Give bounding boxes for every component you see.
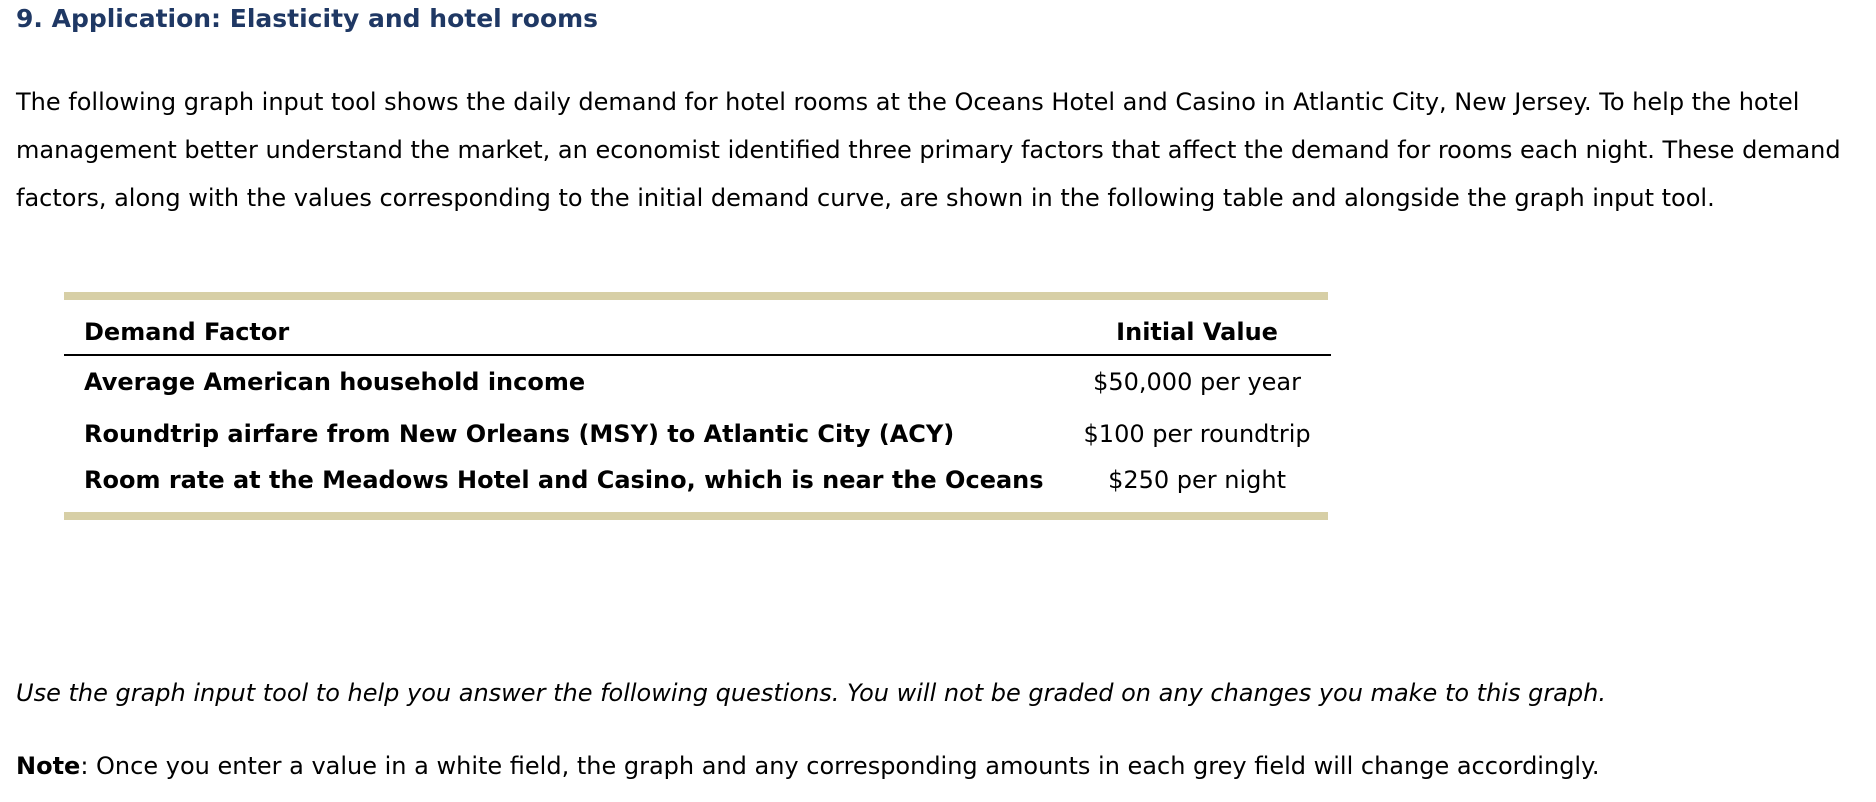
note-text: [16, 751, 1600, 781]
question-heading: 9. Application: Elasticity and hotel rooms: [16, 4, 599, 33]
factor-household-income: Average American household income: [84, 368, 586, 396]
value-meadows-room-rate: $250 per night: [1108, 466, 1287, 494]
table-row: [64, 408, 1331, 460]
table-header-row: [64, 300, 1331, 355]
header-demand-factor: Demand Factor: [64, 300, 1064, 355]
intro-paragraph: The following graph input tool shows the daily demand for hotel rooms at the Oceans Hotel and Casino in Atlantic City, New Jersey. To help the hotel management better understand the market, an economist identified three primary factors that affect the demand for rooms each night. These demand factors, along with the values corresponding to the initial demand curve, are shown in the following table and alongside the graph input tool.: [16, 88, 1841, 212]
table-row: [64, 460, 1331, 512]
factor-meadows-room-rate: Room rate at the Meadows Hotel and Casino, which is near the Oceans: [84, 466, 1044, 494]
instruction-text: Use the graph input tool to help you answer the following questions. You will not be graded on any changes you make to this graph.: [16, 679, 1606, 707]
value-household-income: $50,000 per year: [1093, 368, 1302, 396]
value-airfare: $100 per roundtrip: [1083, 420, 1311, 448]
demand-factor-grid: [64, 300, 1331, 512]
table-row: [64, 355, 1331, 408]
table-bottom-rule: [64, 512, 1328, 520]
header-initial-value: Initial Value: [1064, 300, 1331, 355]
note-body: : Once you enter a value in a white field, the graph and any corresponding amounts in each grey field will change accordingly.: [80, 752, 1600, 780]
note-label: Note: [16, 752, 81, 780]
table-top-rule: [64, 292, 1328, 300]
factor-airfare: Roundtrip airfare from New Orleans (MSY) to Atlantic City (ACY): [84, 420, 955, 448]
demand-factor-table: [64, 292, 1328, 520]
